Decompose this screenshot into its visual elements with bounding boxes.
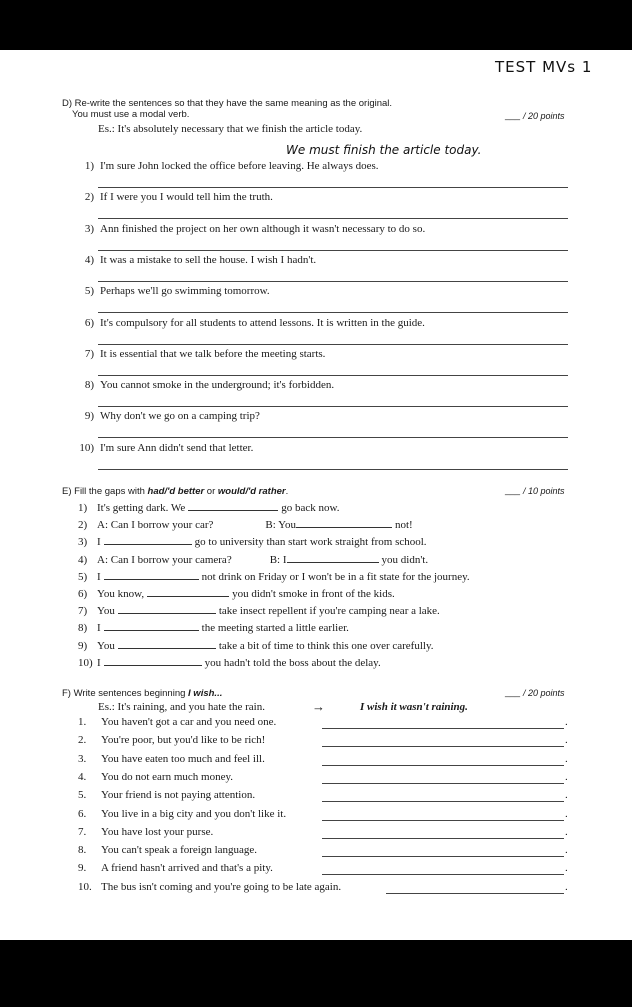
item-text-a: You know, xyxy=(97,588,145,600)
section-d-item xyxy=(72,160,379,172)
item-number: 2) xyxy=(84,191,94,204)
line-period: . xyxy=(565,844,568,857)
section-e-item xyxy=(78,552,428,566)
item-text: It was a mistake to sell the house. I wish I hadn't. xyxy=(100,253,317,266)
section-f-score-blank: ___ xyxy=(505,687,521,697)
item-text: The bus isn't coming and you're going to be late again. xyxy=(101,880,342,893)
section-d-points: / 20 points xyxy=(523,111,565,121)
item-text: You live in a big city and you don't like it. xyxy=(101,807,287,820)
item-text-c: you didn't. xyxy=(381,553,429,566)
item-text-b: you hadn't told the boss about the delay. xyxy=(204,656,381,669)
item-text: You haven't got a car and you need one. xyxy=(101,716,277,728)
item-text-b: take a bit of time to think this one over carefully. xyxy=(218,639,434,652)
item-number: 5) xyxy=(84,285,94,298)
section-e-title-bold-2: would/'d rather xyxy=(217,486,286,497)
section-d-item xyxy=(72,223,425,235)
item-text-b: the meeting started a little earlier. xyxy=(201,622,349,635)
item-number: 8) xyxy=(78,622,88,635)
line-period: . xyxy=(565,716,568,728)
section-f-item xyxy=(78,753,265,765)
item-text-b: take insect repellent if you're camping near a lake. xyxy=(218,605,440,618)
item-text: Your friend is not paying attention. xyxy=(101,789,256,802)
section-e-item xyxy=(78,586,395,600)
item-number: 5. xyxy=(78,789,87,802)
section-d-example-answer: We must finish the article today. xyxy=(286,143,482,157)
item-number: 9. xyxy=(78,862,87,875)
item-text: Why don't we go on a camping trip? xyxy=(100,410,260,423)
answer-line[interactable] xyxy=(322,728,564,729)
item-number: 4) xyxy=(84,253,94,266)
answer-line[interactable] xyxy=(322,820,564,821)
section-f-item xyxy=(78,881,341,893)
item-number: 4) xyxy=(78,553,88,566)
item-number: 7. xyxy=(78,825,87,838)
item-text-b: you didn't smoke in front of the kids. xyxy=(232,588,395,600)
item-text-b: B: I xyxy=(269,553,287,566)
section-e-title-mid: or xyxy=(204,486,218,497)
item-text-a: I xyxy=(97,570,101,583)
item-number: 10. xyxy=(78,880,92,893)
item-number: 6) xyxy=(84,316,94,329)
line-period: . xyxy=(565,734,568,747)
section-e-item xyxy=(78,517,413,531)
section-f-title-text: F) Write sentences beginning xyxy=(62,688,189,699)
item-text-c: not! xyxy=(394,519,413,532)
section-d-item xyxy=(72,442,253,454)
answer-line[interactable] xyxy=(322,801,564,802)
section-f-item xyxy=(78,826,213,838)
item-text: It is essential that we talk before the meeting starts. xyxy=(100,347,326,360)
section-e-item xyxy=(78,569,470,583)
section-f-title-bold: I wish... xyxy=(188,688,223,699)
item-text: Ann finished the project on her own although it wasn't necessary to do so. xyxy=(100,222,426,235)
section-e-score-blank: ___ xyxy=(505,485,521,495)
item-number: 1) xyxy=(84,160,94,172)
fill-gap[interactable] xyxy=(287,552,379,563)
fill-gap[interactable] xyxy=(118,638,216,649)
section-f-item xyxy=(78,734,265,746)
item-text: I'm sure Ann didn't send that letter. xyxy=(100,441,254,454)
item-text: You have eaten too much and feel ill. xyxy=(101,752,265,765)
item-text: You have lost your purse. xyxy=(101,825,214,838)
answer-line[interactable] xyxy=(98,344,568,345)
item-number: 10) xyxy=(78,656,93,669)
item-text-b: go to university than start work straight from school. xyxy=(194,536,427,549)
section-f-example: Es.: It's raining, and you hate the rain. xyxy=(98,701,265,713)
item-number: 7) xyxy=(78,605,88,618)
fill-gap[interactable] xyxy=(147,586,229,597)
section-d-item xyxy=(72,410,260,422)
item-text: You're poor, but you'd like to be rich! xyxy=(101,734,266,747)
section-d-item xyxy=(72,191,273,203)
section-d-title: D) Re-write the sentences so that they have the same meaning as the original. xyxy=(62,98,393,109)
section-d-example: Es.: It's absolutely necessary that we finish the article today. xyxy=(98,123,363,135)
answer-line[interactable] xyxy=(322,746,564,747)
line-period: . xyxy=(565,752,568,765)
fill-gap[interactable] xyxy=(104,655,202,666)
item-number: 1) xyxy=(78,502,88,514)
section-f-points: / 20 points xyxy=(523,688,565,698)
item-number: 3. xyxy=(78,752,87,765)
item-number: 6. xyxy=(78,807,87,820)
item-number: 8. xyxy=(78,844,87,857)
section-f-item xyxy=(78,716,276,728)
item-number: 2) xyxy=(78,519,88,532)
line-period: . xyxy=(565,862,568,875)
section-e-item xyxy=(78,603,440,617)
item-number: 10) xyxy=(79,441,94,454)
arrow-right-icon: → xyxy=(312,699,325,714)
fill-gap[interactable] xyxy=(118,603,216,614)
item-text-a: I xyxy=(97,536,101,549)
section-d-item xyxy=(72,348,325,360)
item-text-a: You xyxy=(97,605,115,618)
item-text-a: I xyxy=(97,622,101,635)
section-e-item xyxy=(78,655,381,669)
answer-line[interactable] xyxy=(98,312,568,313)
answer-line[interactable] xyxy=(98,187,568,188)
answer-line[interactable] xyxy=(386,893,564,894)
section-e-item xyxy=(78,638,433,652)
answer-line[interactable] xyxy=(98,469,568,470)
answer-line[interactable] xyxy=(98,406,568,407)
item-text: You cannot smoke in the underground; it's forbidden. xyxy=(100,379,335,392)
item-text-b: go back now. xyxy=(281,502,340,514)
answer-line[interactable] xyxy=(322,765,564,766)
answer-line[interactable] xyxy=(322,874,564,875)
section-f-item xyxy=(78,862,273,874)
answer-line[interactable] xyxy=(322,838,564,839)
item-number: 9) xyxy=(84,410,94,423)
item-number: 5) xyxy=(78,570,88,583)
item-number: 3) xyxy=(84,222,94,235)
item-text-a: You xyxy=(97,639,115,652)
fill-gap[interactable] xyxy=(296,517,392,528)
answer-line[interactable] xyxy=(322,783,564,784)
section-d-item xyxy=(72,317,425,329)
section-e-points: / 10 points xyxy=(523,486,565,496)
section-e-item xyxy=(78,500,340,514)
answer-line[interactable] xyxy=(98,250,568,251)
fill-gap[interactable] xyxy=(104,569,199,580)
item-number: 3) xyxy=(78,536,88,549)
item-text: You can't speak a foreign language. xyxy=(101,844,258,857)
item-number: 8) xyxy=(84,379,94,392)
section-d-item xyxy=(72,254,316,266)
section-e-title-post: . xyxy=(285,486,289,497)
item-number: 6) xyxy=(78,588,88,600)
item-text: I'm sure John locked the office before leaving. He always does. xyxy=(100,160,379,172)
section-d-instruction: You must use a modal verb. xyxy=(72,109,190,120)
section-e-title xyxy=(62,486,288,497)
line-period: . xyxy=(565,770,568,783)
item-text: It's compulsory for all students to attend lessons. It is written in the guide. xyxy=(100,316,425,329)
item-number: 2. xyxy=(78,734,87,747)
section-d-item xyxy=(72,379,334,391)
fill-gap[interactable] xyxy=(188,500,278,511)
line-period: . xyxy=(565,807,568,820)
item-text: A friend hasn't arrived and that's a pity. xyxy=(101,862,273,875)
section-e-item xyxy=(78,534,427,548)
item-text: Perhaps we'll go swimming tomorrow. xyxy=(100,285,270,298)
item-text: You do not earn much money. xyxy=(101,770,233,783)
handwritten-title: TEST MVs 1 xyxy=(495,58,593,76)
section-e-item xyxy=(78,620,349,634)
item-text-a: A: Can I borrow your car? xyxy=(97,519,214,532)
line-period: . xyxy=(565,880,568,893)
section-f-example-answer: I wish it wasn't raining. xyxy=(360,701,468,713)
answer-line[interactable] xyxy=(98,437,568,438)
fill-gap[interactable] xyxy=(104,620,199,631)
section-f-item xyxy=(78,789,255,801)
item-text-b: not drink on Friday or I won't be in a fit state for the journey. xyxy=(201,570,470,583)
section-d-item xyxy=(72,285,270,297)
line-period: . xyxy=(565,825,568,838)
fill-gap[interactable] xyxy=(104,534,192,545)
section-f-item xyxy=(78,808,286,820)
answer-line[interactable] xyxy=(98,218,568,219)
item-text-a: It's getting dark. We xyxy=(97,502,186,514)
item-number: 9) xyxy=(78,639,88,652)
section-f-item xyxy=(78,844,257,856)
answer-line[interactable] xyxy=(322,856,564,857)
item-number: 4. xyxy=(78,770,87,783)
section-f-item xyxy=(78,771,233,783)
item-text: If I were you I would tell him the truth. xyxy=(100,191,273,204)
answer-line[interactable] xyxy=(98,281,568,282)
item-text-b: B: You xyxy=(265,519,296,532)
item-text-a: I xyxy=(97,656,101,669)
worksheet-page xyxy=(0,50,632,940)
section-e-title-bold-1: had/'d better xyxy=(147,486,205,497)
section-f-title xyxy=(62,688,222,699)
section-e-title-text: E) Fill the gaps with xyxy=(62,486,148,497)
item-number: 1. xyxy=(78,716,87,728)
section-d-score-blank: ___ xyxy=(505,110,521,120)
item-text-a: A: Can I borrow your camera? xyxy=(97,553,232,566)
answer-line[interactable] xyxy=(98,375,568,376)
line-period: . xyxy=(565,789,568,802)
item-number: 7) xyxy=(84,347,94,360)
